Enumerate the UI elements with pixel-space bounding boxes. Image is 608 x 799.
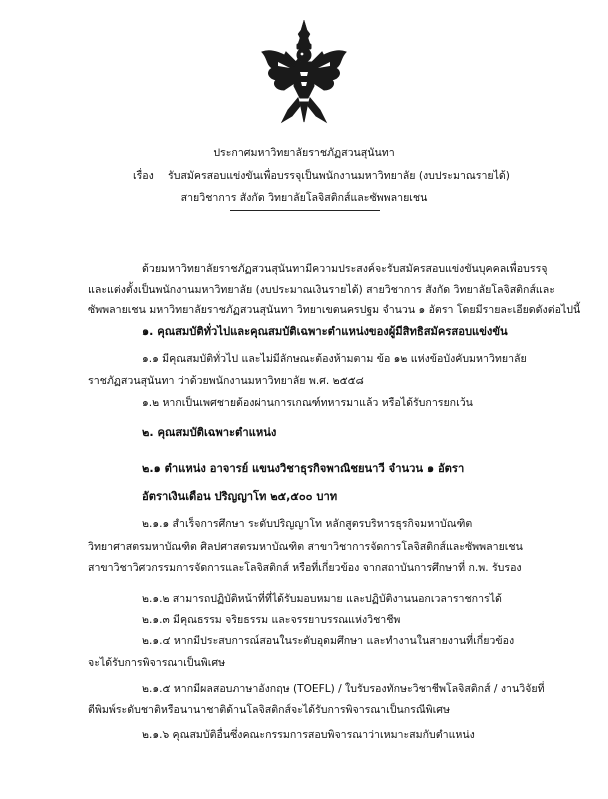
section-2-heading: ๒. คุณสมบัติเฉพาะตำแหน่ง	[142, 426, 277, 439]
subject-text: รับสมัครสอบแข่งขันเพื่อบรรจุเป็นพนักงานมหาวิทยาลัย (งบประมาณรายได้)	[168, 170, 510, 182]
item-2-1-4-cont: จะได้รับการพิจารณาเป็นพิเศษ	[88, 657, 226, 669]
item-2-1-5-cont: ตีพิมพ์ระดับชาติหรือนานาชาติด้านโลจิสติกส์จะได้รับการพิจารณาเป็นกรณีพิเศษ	[88, 704, 450, 716]
announcement-title: ประกาศมหาวิทยาลัยราชภัฏสวนสุนันทา	[213, 147, 395, 159]
title-divider	[230, 210, 380, 211]
item-2-1-4: ๒.๑.๔ หากมีประสบการณ์สอนในระดับอุดมศึกษา และทำงานในสายงานที่เกี่ยวข้อง	[142, 635, 515, 647]
intro-line-1: ด้วยมหาวิทยาลัยราชภัฏสวนสุนันทามีความประสงค์จะรับสมัครสอบแข่งขันบุคคลเพื่อบรรจุ	[142, 263, 548, 275]
item-2-1-5: ๒.๑.๕ หากมีผลสอบภาษาอังกฤษ (TOEFL) / ใบรับรองทักษะวิชาชีพโลจิสติกส์ / งานวิจัยที่	[142, 683, 545, 695]
item-2-1-6: ๒.๑.๖ คุณสมบัติอื่นซึ่งคณะกรรมการสอบพิจารณาว่าเหมาะสมกับตำแหน่ง	[142, 729, 475, 741]
intro-line-2: และแต่งตั้งเป็นพนักงานมหาวิทยาลัย (งบประมาณเงินรายได้) สายวิชาการ สังกัด วิทยาลัยโลจิสติกส์และ	[88, 284, 555, 296]
garuda-emblem-icon	[258, 18, 350, 126]
item-1-1: ๑.๑ มีคุณสมบัติทั่วไป และไม่มีลักษณะต้องห้ามตาม ข้อ ๑๒ แห่งข้อบังคับมหาวิทยาลัย	[142, 353, 527, 365]
subject-label: เรื่อง	[133, 170, 154, 182]
item-2-1-1-cont-1: วิทยาศาสตรมหาบัณฑิต ศิลปศาสตรมหาบัณฑิต สาขาวิชาการจัดการโลจิสติกส์และซัพพลายเชน	[88, 541, 523, 553]
section-1-heading: ๑. คุณสมบัติทั่วไปและคุณสมบัติเฉพาะตำแหน่งของผู้มีสิทธิสมัครสอบแข่งขัน	[142, 325, 508, 338]
intro-line-3: ซัพพลายเชน มหาวิทยาลัยราชภัฏสวนสุนันทา วิทยาเขตนครปฐม จำนวน ๑ อัตรา โดยมีรายละเอียดดังต่อไปนี้	[88, 304, 581, 316]
item-2-1-1: ๒.๑.๑ สำเร็จการศึกษา ระดับปริญญาโท หลักสูตรบริหารธุรกิจมหาบัณฑิต	[142, 518, 473, 530]
item-2-1-1-cont-2: สาขาวิชาวิศวกรรมการจัดการและโลจิสติกส์ หรือที่เกี่ยวข้อง จากสถาบันการศึกษาที่ ก.พ. รับรอง	[88, 562, 522, 574]
item-2-1-3: ๒.๑.๓ มีคุณธรรม จริยธรรม และจรรยาบรรณแห่งวิชาชีพ	[142, 614, 401, 626]
position-heading: ๒.๑ ตำแหน่ง อาจารย์ แขนงวิชาธุรกิจพาณิชยนาวี จำนวน ๑ อัตรา	[142, 462, 465, 475]
subject-line-2: สายวิชาการ สังกัด วิทยาลัยโลจิสติกส์และซัพพลายเชน	[180, 192, 428, 204]
item-2-1-2: ๒.๑.๒ สามารถปฏิบัติหน้าที่ที่ได้รับมอบหมาย และปฏิบัติงานนอกเวลาราชการได้	[142, 593, 502, 605]
item-1-1-cont: ราชภัฏสวนสุนันทา ว่าด้วยพนักงานมหาวิทยาลัย พ.ศ. ๒๕๕๘	[88, 375, 364, 387]
salary-line: อัตราเงินเดือน ปริญญาโท ๒๕,๕๐๐ บาท	[142, 490, 338, 503]
item-1-2: ๑.๒ หากเป็นเพศชายต้องผ่านการเกณฑ์ทหารมาแล้ว หรือได้รับการยกเว้น	[142, 397, 473, 409]
